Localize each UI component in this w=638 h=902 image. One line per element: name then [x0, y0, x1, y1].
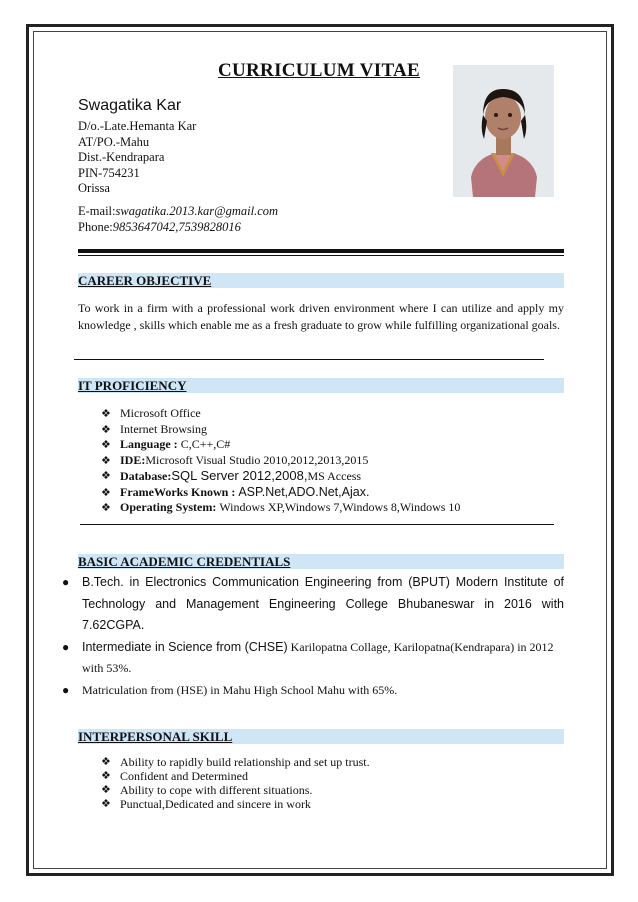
career-objective-text: To work in a firm with a professional work driven environment where I can utilize and apply my knowledge , skills which enable me as a fresh graduate to grow while fulfilling organizational goals.	[78, 301, 564, 332]
section-heading-text: CAREER OBJECTIVE	[78, 273, 212, 288]
candidate-name: Swagatika Kar	[78, 97, 182, 114]
list-item: ❖ FrameWorks Known : ASP.Net,ADO.Net,Ajax.	[101, 484, 370, 499]
list-item: ● Intermediate in Science from (CHSE) Karilopatna Collage, Karilopatna(Kendrapara) in 2012 with 53%.	[62, 637, 564, 680]
phone-line	[78, 219, 278, 235]
interpersonal-list	[101, 755, 370, 811]
diamond-bullet-icon: ❖	[101, 453, 111, 467]
document-title: CURRICULUM VITAE	[217, 60, 421, 81]
phone-label: Phone:	[78, 220, 113, 234]
round-bullet-icon: ●	[62, 682, 70, 697]
section-heading-it	[78, 378, 564, 393]
list-item: ● Matriculation from (HSE) in Mahu High School Mahu with 65%.	[62, 680, 564, 702]
list-item: ❖ Confident and Determined	[101, 769, 248, 783]
diamond-bullet-icon: ❖	[101, 407, 111, 420]
list-item: ❖ Language : C,C++,C#	[101, 437, 231, 451]
address-line: Orissa	[78, 181, 110, 195]
list-item: ❖ Operating System: Windows XP,Windows 7,Windows 8,Windows 10	[101, 500, 461, 514]
diamond-bullet-icon: ❖	[101, 769, 111, 782]
section-heading-text: INTERPERSONAL SKILL	[78, 729, 233, 744]
list-item: ❖ Database:SQL Server 2012,2008,MS Access	[101, 468, 362, 483]
diamond-bullet-icon: ❖	[101, 783, 111, 796]
diamond-bullet-icon: ❖	[101, 755, 111, 768]
round-bullet-icon: ●	[62, 639, 70, 654]
address-line: Dist.-Kendrapara	[78, 150, 165, 164]
header-divider-thin	[78, 255, 564, 256]
section-divider	[74, 359, 544, 360]
address-line: AT/PO.-Mahu	[78, 134, 150, 149]
section-heading-career	[78, 273, 564, 288]
section-divider	[80, 524, 554, 525]
list-item: ❖ Ability to cope with different situations.	[101, 783, 313, 797]
address-block	[78, 119, 196, 197]
profile-photo	[453, 65, 554, 197]
phone-value: 9853647042,7539828016	[112, 220, 241, 234]
list-item: ❖ Ability to rapidly build relationship and set up trust.	[101, 755, 370, 769]
list-item: ● B.Tech. in Electronics Communication Engineering from (BPUT) Modern Institute of Technology and Management Engineering College Bhubaneswar in 2016 with 7.62CGPA.	[62, 572, 564, 637]
diamond-bullet-icon: ❖	[101, 485, 111, 499]
header-divider-thick	[78, 249, 564, 253]
list-item: ❖ IDE:Microsoft Visual Studio 2010,2012,2013,2015	[101, 452, 369, 467]
person-photo-icon	[453, 65, 554, 197]
it-proficiency-list	[101, 406, 460, 516]
section-heading-interpersonal	[78, 729, 564, 744]
diamond-bullet-icon: ❖	[101, 438, 111, 451]
email-line	[78, 203, 278, 219]
list-item: ❖ Punctual,Dedicated and sincere in work	[101, 797, 311, 811]
diamond-bullet-icon: ❖	[101, 422, 111, 436]
section-heading-academic	[78, 554, 564, 569]
section-heading-text: BASIC ACADEMIC CREDENTIALS	[78, 554, 291, 569]
diamond-bullet-icon: ❖	[101, 501, 111, 514]
list-item: ❖ Microsoft Office	[101, 406, 201, 420]
diamond-bullet-icon: ❖	[101, 469, 111, 482]
email-value: swagatika.2013.kar@gmail.com	[115, 204, 279, 218]
round-bullet-icon: ●	[62, 575, 70, 589]
address-line: D/o.-Late.Hemanta Kar	[78, 119, 197, 133]
email-label: E-mail:	[78, 204, 116, 218]
academic-list	[62, 572, 564, 701]
list-item: ❖ Internet Browsing	[101, 421, 207, 436]
address-line: PIN-754231	[78, 165, 140, 180]
contact-block	[78, 203, 278, 235]
diamond-bullet-icon: ❖	[101, 797, 111, 810]
section-heading-text: IT PROFICIENCY	[78, 378, 187, 393]
